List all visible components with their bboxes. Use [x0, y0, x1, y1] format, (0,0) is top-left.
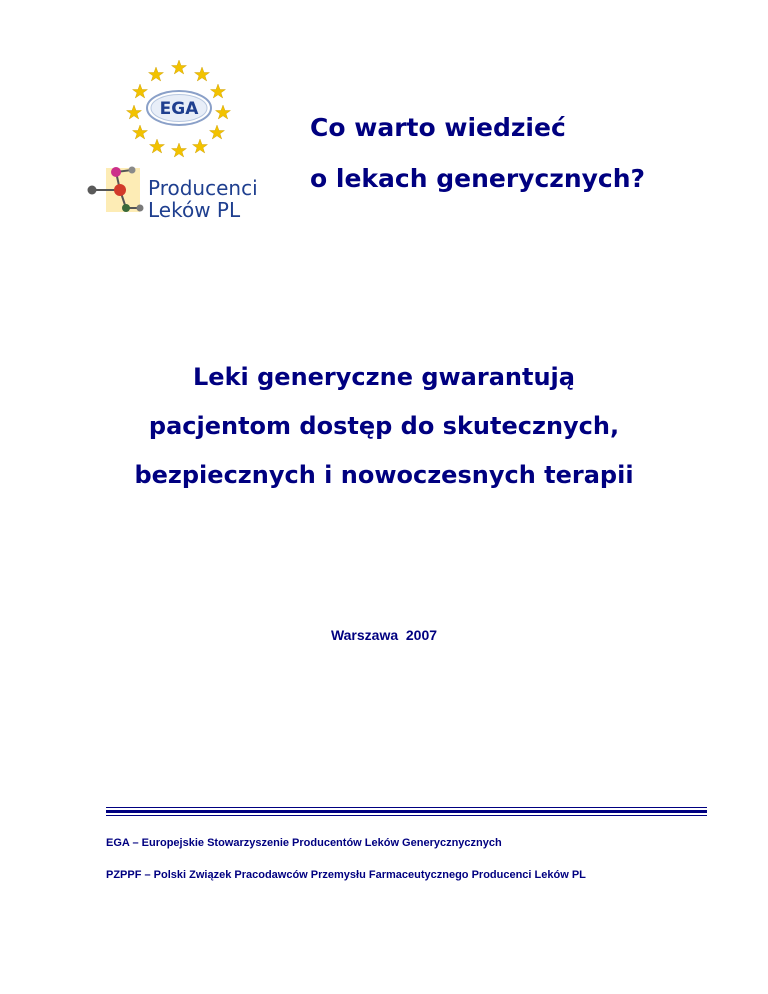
producenci-logo-line1: Producenci [148, 176, 258, 200]
headline-line2: pacjentom dostęp do skutecznych, [148, 412, 620, 440]
ega-badge [147, 91, 211, 125]
ega-logo [120, 58, 238, 158]
producenci-logo-line2: Leków PL [148, 198, 241, 222]
footer-ega-line: EGA – Europejskie Stowarzyszenie Producentów Leków Generycznycznych [106, 837, 502, 849]
document-title-line1: Co warto wiedzieć [310, 113, 566, 142]
place-date: Warszawa 2007 [330, 627, 438, 643]
ega-logo-text: EGA [159, 99, 199, 119]
divider-rule-bottom [106, 815, 707, 816]
footer-pzppf-line: PZPPF – Polski Związek Pracodawców Przemysłu Farmaceutycznego Producenci Leków PL [106, 869, 586, 881]
divider-rule-thick [106, 810, 707, 813]
document-title-line2: o lekach generycznych? [310, 164, 646, 193]
headline-line1: Leki generyczne gwarantują [193, 363, 575, 391]
headline-line3: bezpiecznych i nowoczesnych terapii [134, 461, 634, 489]
divider-rule-top [106, 807, 707, 808]
